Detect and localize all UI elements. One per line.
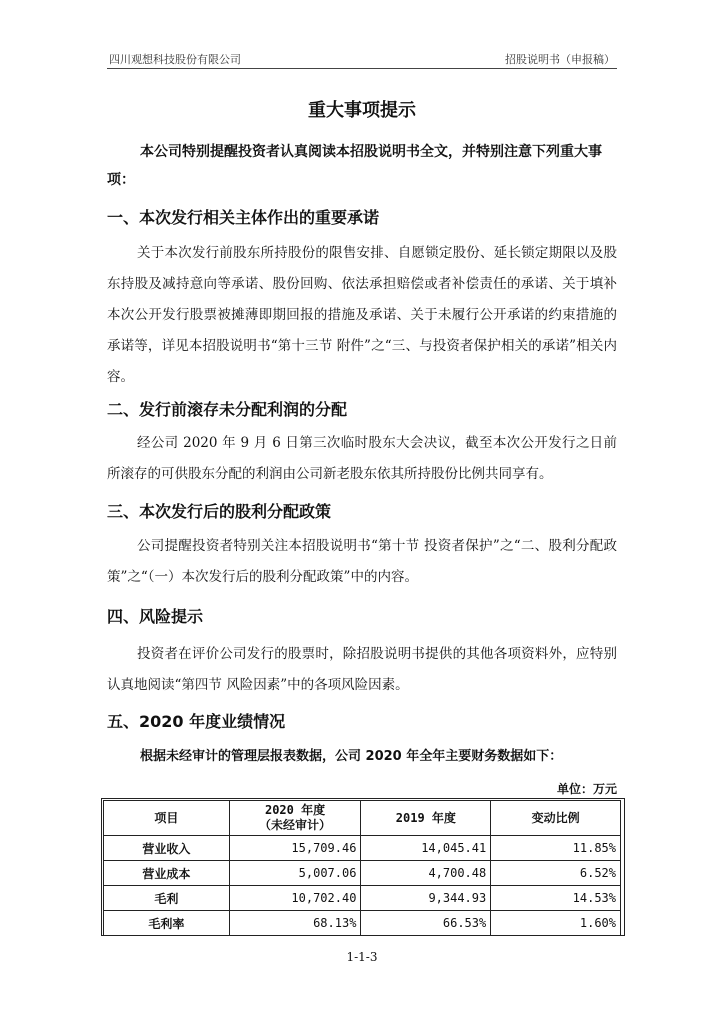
section-1-body: 关于本次发行前股东所持股份的限售安排、自愿锁定股份、延长锁定期限以及股东持股及减持意向等承诺、股份回购、依法承担赔偿或者补偿责任的承诺、关于填补本次公开发行股票被摊薄即期回报的措施及承诺、关于未履行公开承诺的约束措施的承诺等，详见本招股说明书“第十三节 附件”之“三、与投资者保护相关的承诺”相关内容。 [107, 245, 617, 385]
page-title: 重大事项提示 [308, 100, 416, 121]
header-2019: 2019 年度 [361, 801, 491, 836]
table-caption: 根据未经审计的管理层报表数据，公司 2020 年全年主要财务数据如下： [140, 749, 563, 764]
header-doc-title: 招股说明书（申报稿） [505, 53, 615, 66]
section-1-heading: 一、本次发行相关主体作出的重要承诺 [107, 208, 380, 227]
table-row: 营业收入 15,709.46 14,045.41 11.85% [104, 836, 621, 861]
section-2-heading: 二、发行前滚存未分配利润的分配 [107, 400, 348, 419]
table-unit: 单位：万元 [556, 782, 617, 796]
table-row: 营业成本 5,007.06 4,700.48 6.52% [104, 861, 621, 886]
header-2020: 2020 年度 （未经审计） [229, 801, 361, 836]
table-header-row [104, 801, 621, 836]
section-2-body: 经公司 2020 年 9 月 6 日第三次临时股东大会决议，截至本次公开发行之日前所滚存的可供股东分配的利润由公司新老股东依其所持股份比例共同享有。 [107, 435, 617, 482]
header-change: 变动比例 [491, 801, 621, 836]
page-number: 1-1-3 [346, 950, 378, 964]
section-4-heading: 四、风险提示 [107, 607, 204, 626]
section-3-body: 公司提醒投资者特别关注本招股说明书“第十节 投资者保护”之“二、股利分配政策”之“（一）本次发行后的股利分配政策”中的内容。 [107, 538, 617, 585]
header-company: 四川观想科技股份有限公司 [109, 53, 241, 66]
table-row: 毛利 10,702.40 9,344.93 14.53% [104, 886, 621, 911]
financial-table [103, 800, 621, 936]
section-3-heading: 三、本次发行后的股利分配政策 [107, 502, 332, 521]
page-header [107, 50, 617, 69]
table-row: 毛利率 68.13% 66.53% 1.60% [104, 911, 621, 936]
section-4-body: 投资者在评价公司发行的股票时，除招股说明书提供的其他各项资料外，应特别认真地阅读“第四节 风险因素”中的各项风险因素。 [107, 646, 617, 693]
section-5-heading: 五、2020 年度业绩情况 [107, 712, 286, 731]
header-item: 项目 [104, 801, 230, 836]
intro-text: 本公司特别提醒投资者认真阅读本招股说明书全文，并特别注意下列重大事项： [107, 144, 602, 188]
